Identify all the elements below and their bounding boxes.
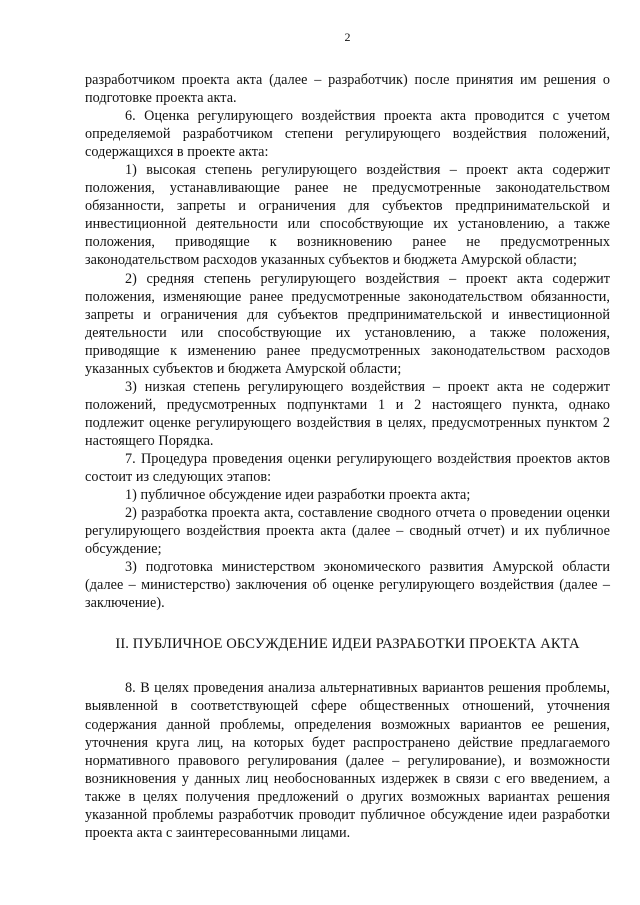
paragraph-item-6: 6. Оценка регулирующего воздействия проекта акта проводится с учетом определяемой разработчиком степени регулирующего воздействия положений, содержащихся в проекте акта: xyxy=(85,108,610,161)
paragraph-item-8: 8. В целях проведения анализа альтернативных вариантов решения проблемы, выявленной в соответствующей сфере общественных отношений, уточнения содержания данной проблемы, определения возможных вариантов ее решения, уточнения круга лиц, на которых будет распространено действие предлагаемого нормативного правового регулирования (далее – регулирование), и возможности возникновения у данных лиц необоснованных издержек в связи с его введением, а также в целях получения предложений о других возможных вариантах решения указанной проблемы разработчик проводит публичное обсуждение идеи разработки проекта акта с заинтересованными лицами. xyxy=(85,680,610,841)
paragraph-medium-degree: 2) средняя степень регулирующего воздействия – проект акта содержит положения, изменяющие ранее предусмотренные законодательством обязанности, запреты и ограничения для субъектов предпринимательской и инвестиционной деятельности или способствующие их установлению, а также положения, приводящие к изменению ранее предусмотренных законодательством расходов указанных субъектов и бюджета Амурской области; xyxy=(85,270,610,377)
paragraph-item-7: 7. Процедура проведения оценки регулирующего воздействия проектов актов состоит из следующих этапов: xyxy=(85,450,610,486)
paragraph-stage-2: 2) разработка проекта акта, составление сводного отчета о проведении оценки регулирующего воздействия проекта акта (далее – сводный отчет) и их публичное обсуждение; xyxy=(85,505,610,558)
paragraph-high-degree: 1) высокая степень регулирующего воздействия – проект акта содержит положения, устанавливающие ранее не предусмотренные законодательством обязанности, запреты и ограничения для субъектов предпринимательской и инвестиционной деятельности или способствующие их установлению, а также положения, приводящие к возникновению ранее не предусмотренных законодательством расходов указанных субъектов и бюджета Амурской области; xyxy=(85,162,610,269)
paragraph-low-degree: 3) низкая степень регулирующего воздействия – проект акта не содержит положений, предусмотренных подпунктами 1 и 2 настоящего пункта, однако подлежит оценке регулирующего воздействия в целях, предусмотренных пунктом 2 настоящего Порядка. xyxy=(85,378,610,449)
paragraph-stage-3: 3) подготовка министерством экономического развития Амурской области (далее – министерство) заключения об оценке регулирующего воздействия (далее – заключение). xyxy=(85,559,610,612)
page-number: 2 xyxy=(344,30,351,44)
paragraph-stage-1: 1) публичное обсуждение идеи разработки проекта акта; xyxy=(125,487,471,504)
section-heading: II. ПУБЛИЧНОЕ ОБСУЖДЕНИЕ ИДЕИ РАЗРАБОТКИ ПРОЕКТА АКТА xyxy=(115,636,580,653)
paragraph-continuation: разработчиком проекта акта (далее – разработчик) после принятия им решения о подготовке проекта акта. xyxy=(85,72,610,107)
